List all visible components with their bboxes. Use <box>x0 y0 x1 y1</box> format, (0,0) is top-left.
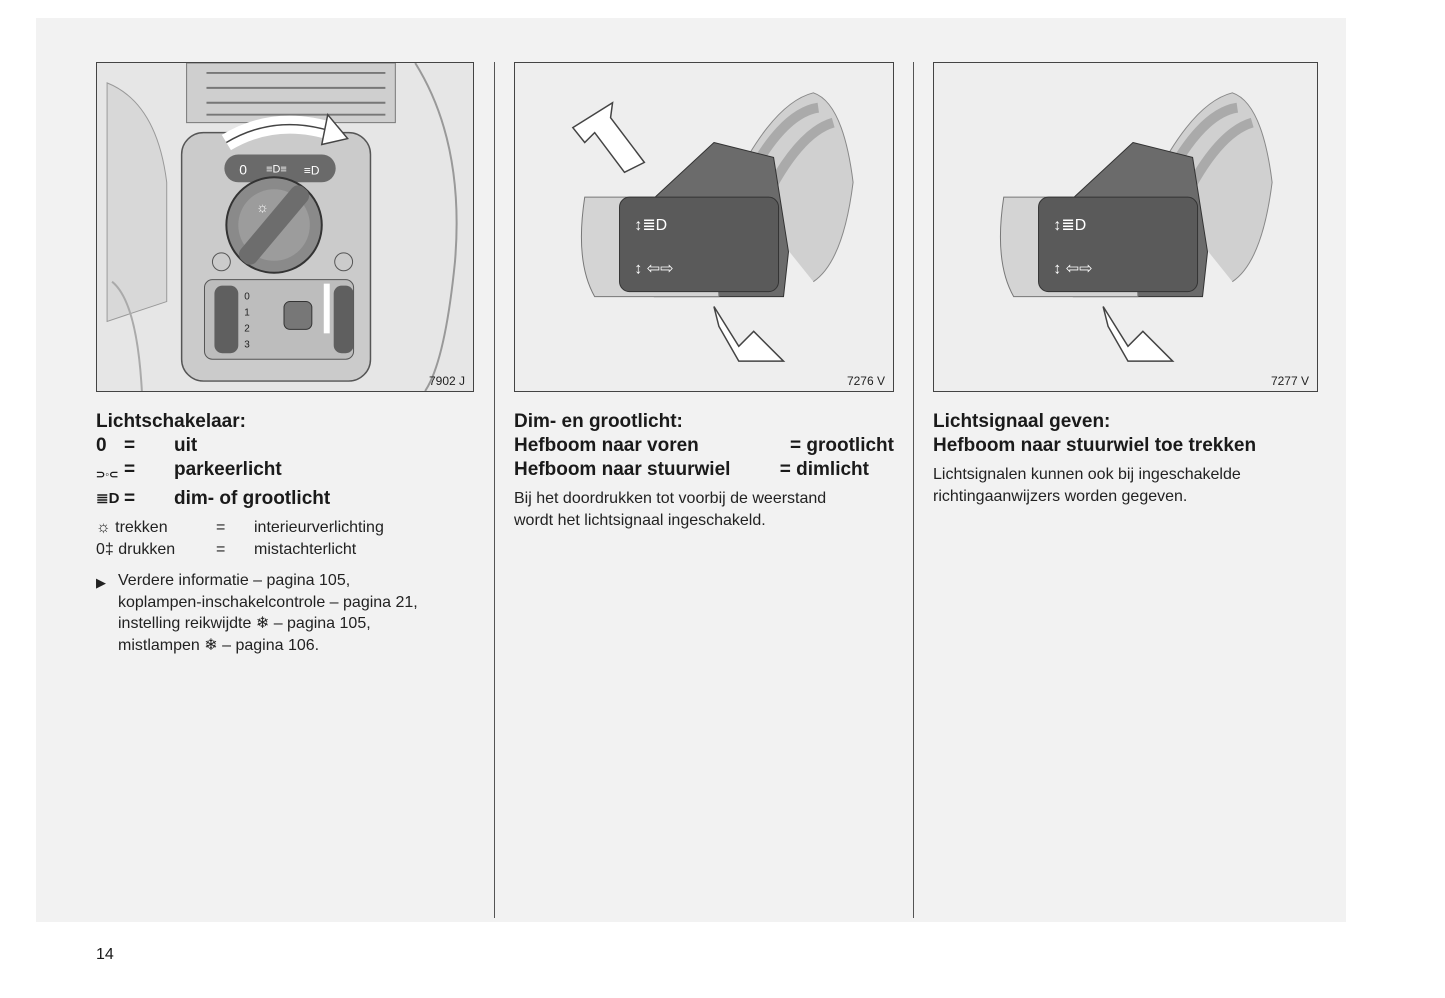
triangle-bullet-icon: ▶ <box>96 575 106 590</box>
section-subtitle: Hefboom naar stuurwiel toe trekken <box>933 435 1257 456</box>
subitem-row <box>96 539 474 561</box>
subitem-label: interieurverlichting <box>254 519 384 536</box>
stalk-illustration-push <box>514 62 894 392</box>
column-light-signal <box>933 62 1318 507</box>
parking-light-icon: ⊃◦⊂ <box>96 469 119 481</box>
info-line: Verdere informatie – pagina 105, <box>118 572 351 589</box>
svg-text:0: 0 <box>239 161 248 178</box>
body-line: richtingaanwijzers worden gegeven. <box>933 487 1188 505</box>
mode-row <box>96 487 474 511</box>
svg-text:☼: ☼ <box>256 199 269 216</box>
subitem-label: mistachterlicht <box>254 540 357 558</box>
section-title: Lichtsignaal geven: <box>933 411 1111 432</box>
svg-text:↕ ⇦⇨: ↕ ⇦⇨ <box>634 260 674 278</box>
column-dim-high-beam <box>514 62 894 531</box>
mode-row <box>96 458 474 487</box>
svg-text:2: 2 <box>244 323 250 335</box>
svg-text:↕ ⇦⇨: ↕ ⇦⇨ <box>1053 260 1093 278</box>
subitem-action: trekken <box>115 519 168 536</box>
section-title: Lichtschakelaar: <box>96 411 246 432</box>
subitem-eq: = <box>216 519 226 536</box>
more-info <box>96 570 474 656</box>
headlight-icon: ≣D <box>96 490 120 507</box>
mode-eq: = <box>124 459 136 480</box>
mode-eq: = <box>124 435 136 456</box>
info-line: koplampen-inschakelcontrole – pagina 21, <box>118 593 418 611</box>
svg-text:≡D≡: ≡D≡ <box>266 163 287 176</box>
column-light-switch <box>96 62 474 656</box>
figure-code: 7276 V <box>846 374 885 388</box>
lever-result: = dimlicht <box>779 459 869 480</box>
subitem-action: drukken <box>118 540 176 558</box>
svg-text:0: 0 <box>244 291 250 303</box>
interior-light-icon: ☼ <box>96 519 111 536</box>
subitem-eq: = <box>216 540 226 558</box>
rear-fog-light-icon: 0‡ <box>96 540 114 558</box>
lever-result: = grootlicht <box>790 435 894 456</box>
section-title: Dim- en grootlicht: <box>514 411 683 432</box>
page-number: 14 <box>96 946 114 963</box>
svg-text:↕≣D: ↕≣D <box>634 216 668 234</box>
lever-row <box>514 458 894 482</box>
mode-row <box>96 434 474 458</box>
figure-code: 7277 V <box>1270 374 1309 388</box>
column-separator <box>494 62 495 918</box>
subitem-row <box>96 517 474 539</box>
lever-direction: Hefboom naar voren <box>514 435 699 456</box>
svg-text:3: 3 <box>244 339 250 351</box>
mode-label: parkeerlicht <box>174 459 282 480</box>
body-line: Lichtsignalen kunnen ook bij ingeschakelde <box>933 466 1241 483</box>
body-line: Bij het doordrukken tot voorbij de weerstand <box>514 490 827 507</box>
svg-text:↕≣D: ↕≣D <box>1053 216 1087 234</box>
mode-label: uit <box>174 435 198 456</box>
column-separator <box>913 62 914 918</box>
mode-eq: = <box>124 488 136 509</box>
svg-text:1: 1 <box>244 307 250 319</box>
light-switch-illustration <box>96 62 474 392</box>
figure-code: 7902 J <box>428 374 465 388</box>
lever-row <box>514 434 894 458</box>
lever-direction: Hefboom naar stuurwiel <box>514 459 731 480</box>
stalk-drawing <box>934 63 1317 391</box>
body-text <box>514 488 894 531</box>
mode-symbol: 0 <box>96 435 107 456</box>
svg-text:≡D: ≡D <box>303 163 320 178</box>
info-line: mistlampen ❄ – pagina 106. <box>118 636 320 654</box>
mode-label: dim- of grootlicht <box>174 488 331 509</box>
info-line: instelling reikwijdte ❄ – pagina 105, <box>118 615 371 632</box>
body-text <box>933 464 1318 507</box>
stalk-drawing <box>515 63 893 391</box>
body-line: wordt het lichtsignaal ingeschakeld. <box>514 511 766 529</box>
light-switch-drawing <box>97 63 473 391</box>
stalk-illustration-pull <box>933 62 1318 392</box>
